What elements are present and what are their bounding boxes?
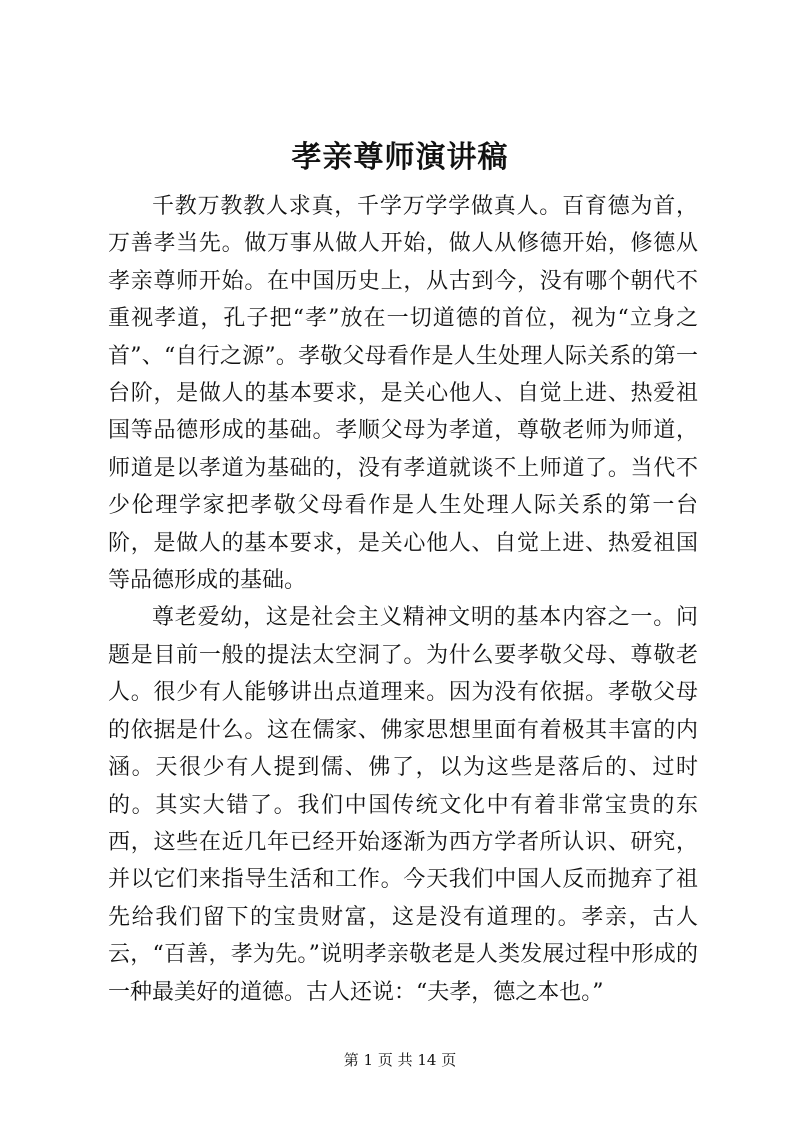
paragraph-1: 千教万教教人求真，千学万学学做真人。百育德为首，万善孝当先。做万事从做人开始，做人从修德开始，修德从孝亲尊师开始。在中国历史上，从古到今，没有哪个朝代不重视孝道，孔子把“孝”放在一切道德的首位，视为“立身之首”、“自行之源”。孝敬父母看作是人生处理人际关系的第一台阶，是做人的基本要求，是关心他人、自觉上进、热爱祖国等品德形成的基础。孝顺父母为孝道，尊敬老师为师道，师道是以孝道为基础的，没有孝道就谈不上师道了。当代不少伦理学家把孝敬父母看作是人生处理人际关系的第一台阶，是做人的基本要求，是关心他人、自觉上进、热爱祖国等品德形成的基础。 <box>108 194 698 594</box>
page-number-footer: 第 1 页 共 14 页 <box>343 1051 457 1069</box>
document-title: 孝亲尊师演讲稿 <box>291 140 509 175</box>
paragraph-2: 尊老爱幼，这是社会主义精神文明的基本内容之一。问题是目前一般的提法太空洞了。为什么要孝敬父母、尊敬老人。很少有人能够讲出点道理来。因为没有依据。孝敬父母的依据是什么。这在儒家、佛家思想里面有着极其丰富的内涵。天很少有人提到儒、佛了，以为这些是落后的、过时的。其实大错了。我们中国传统文化中有着非常宝贵的东西，这些在近几年已经开始逐渐为西方学者所认识、研究，并以它们来指导生活和工作。今天我们中国人反而抛弃了祖先给我们留下的宝贵财富，这是没有道理的。孝亲，古人云，“百善，孝为先。”说明孝亲敬老是人类发展过程中形成的一种最美好的道德。古人还说：“夫孝，德之本也。” <box>108 605 698 1005</box>
document-body <box>108 188 698 1011</box>
